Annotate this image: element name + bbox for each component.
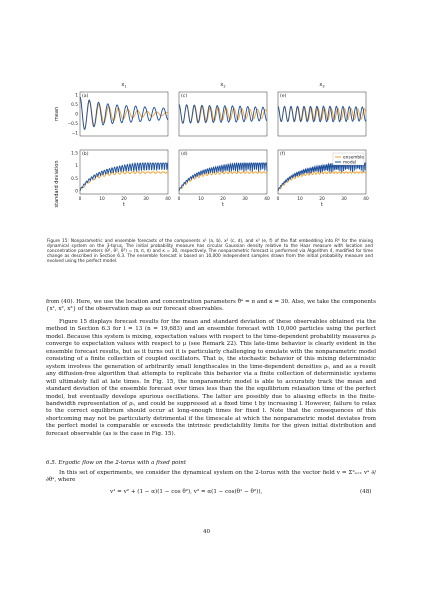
panel-label: (a) bbox=[82, 94, 89, 99]
x-tick-label: 0 bbox=[78, 197, 82, 202]
legend-ensemble-label: ensemble bbox=[343, 155, 364, 161]
x-tick-label: 40 bbox=[165, 197, 171, 202]
x-tick-label: 30 bbox=[341, 197, 347, 202]
chart-panel bbox=[68, 92, 168, 137]
equation: v¹ = v² + (1 − α)(1 − cos θ²), v² = α(1 − cos(θ¹ − θ²)), bbox=[110, 489, 263, 495]
chart-panel bbox=[179, 92, 267, 136]
y-tick-label: 0 bbox=[75, 189, 78, 195]
y-tick-label: 0.5 bbox=[71, 176, 78, 182]
column-title: $x_1$ bbox=[121, 82, 127, 89]
x-tick-label: 30 bbox=[242, 197, 248, 202]
y-tick-label: −0.5 bbox=[67, 122, 78, 127]
y-tick-label: −1 bbox=[71, 131, 78, 137]
x-tick-label: 20 bbox=[121, 197, 127, 202]
panel-label: (f) bbox=[280, 152, 286, 157]
panel-label: (e) bbox=[280, 94, 287, 99]
column-title: $x_3$ bbox=[319, 82, 325, 89]
panel-label: (c) bbox=[181, 94, 188, 99]
x-tick-label: 40 bbox=[264, 197, 270, 202]
panel-frame bbox=[80, 150, 168, 194]
panel-label: (d) bbox=[181, 152, 188, 157]
x-tick-label: 10 bbox=[297, 197, 303, 202]
legend bbox=[333, 153, 364, 166]
y-tick-label: 0.5 bbox=[71, 103, 78, 108]
x-axis-label: t bbox=[222, 202, 224, 208]
x-tick-label: 30 bbox=[143, 197, 149, 202]
paragraph-2: Figure 15 displays forecast results for the mean and standard deviation of these observables obtained via the method in Section 6.3 for l = 13 (n = 19,683) and an ensemble forecast with 10,000 particles using the perfect model. Because this system is mixing, expectation values with respect to the time-dependent probability measures ρₜ converge to expectation values with respect to μ (see Remark 22). This late-time behavior is clearly evident in the ensemble forecast results, but as it turns out it is particularly challenging to emulate with the nonparametric model consisting of a finite collection of coupled oscillators. That is, the stochastic behavior of this mixing deterministic system involves the generation of arbitrarily small lengthscales in the time-dependent densities ρₜ, and as a result any diffusion-free algorithm that attempts to replicate this behavior via a finite collection of deterministic systems will ultimately fail at late times. In Fig. 15, the nonparametric model is able to accurately track the mean and standard deviation of the ensemble forecast over times less than the the equilibrium relaxation time of the perfect model, but eventually develops spurious oscillations. The latter are possibly due to aliasing effects in the finite-bandwidth representation of ρₜ, and could be suppressed at a fixed time t by increasing l. However, failure to relax to the correct equilibrium should occur at long-enough times for fixed l. Note that the consequences of this shortcoming may not be particularly detrimental if the timescale at which the nonparametric model deviates from the perfect model is comparable or exceeds the intrinsic predictability limits for the given initial distribution and forecast observable (as is the case in Fig. 15). bbox=[46, 319, 376, 437]
legend-model-label: model bbox=[343, 160, 357, 166]
panel-label: (b) bbox=[82, 152, 89, 157]
y-tick-label: 0 bbox=[75, 112, 78, 118]
paragraph-1: from (40). Here, we use the location and concentration parameters θ̄ᵃ = π and κ = 30. Also, we take the components {x¹, x², x³} of the observation map as our forecast observables. bbox=[46, 299, 376, 313]
x-tick-label: 10 bbox=[198, 197, 204, 202]
section-heading: 6.5. Ergodic flow on the 2-torus with a fixed point bbox=[46, 460, 187, 466]
chart-panel bbox=[178, 150, 270, 208]
figure-caption: Figure 15: Nonparametric and ensemble forecasts of the components x¹ (a, b), x² (c, d), and x³ (e, f) of the flat embedding into R⁶ for the mixing dynamical system on the 3-torus. The initial probability measure has circular Gaussian density relative to the Haar measure with location and concentration parameters (θ̄¹, θ̄², θ̄³) = (π, π, π) and κ = 30, respectively. The nonparametric forecast is performed via Algorithm 4, modified for time change as described in Section 6.3. The ensemble forecast is based on 10,000 independent samples drawn from the initial probability measure and evolved using the perfect model. bbox=[47, 239, 373, 265]
x-tick-label: 10 bbox=[99, 197, 105, 202]
ylabel-mean: mean bbox=[54, 106, 60, 122]
equation-number: (48) bbox=[360, 489, 372, 495]
chart-panel bbox=[278, 92, 366, 136]
figure-15 bbox=[54, 72, 372, 224]
x-tick-label: 20 bbox=[319, 197, 325, 202]
chart-panel bbox=[277, 150, 369, 208]
x-tick-label: 20 bbox=[220, 197, 226, 202]
y-tick-label: 1 bbox=[75, 93, 78, 99]
column-title: $x_2$ bbox=[220, 82, 226, 89]
x-axis-label: t bbox=[123, 202, 125, 208]
x-tick-label: 0 bbox=[276, 197, 280, 202]
y-tick-label: 1.5 bbox=[71, 151, 78, 157]
chart-panel bbox=[71, 150, 171, 208]
x-tick-label: 0 bbox=[177, 197, 181, 202]
x-tick-label: 40 bbox=[363, 197, 369, 202]
paragraph-3: In this set of experiments, we consider the dynamical system on the 2-torus with the vector field v = Σ²ₐ₌₁ vᵃ ∂/∂θᵃ, where bbox=[46, 470, 376, 484]
page-number: 40 bbox=[203, 529, 211, 535]
y-tick-label: 1 bbox=[75, 164, 78, 170]
x-axis-label: t bbox=[321, 202, 323, 208]
ylabel-std: standard deviation bbox=[54, 160, 60, 208]
